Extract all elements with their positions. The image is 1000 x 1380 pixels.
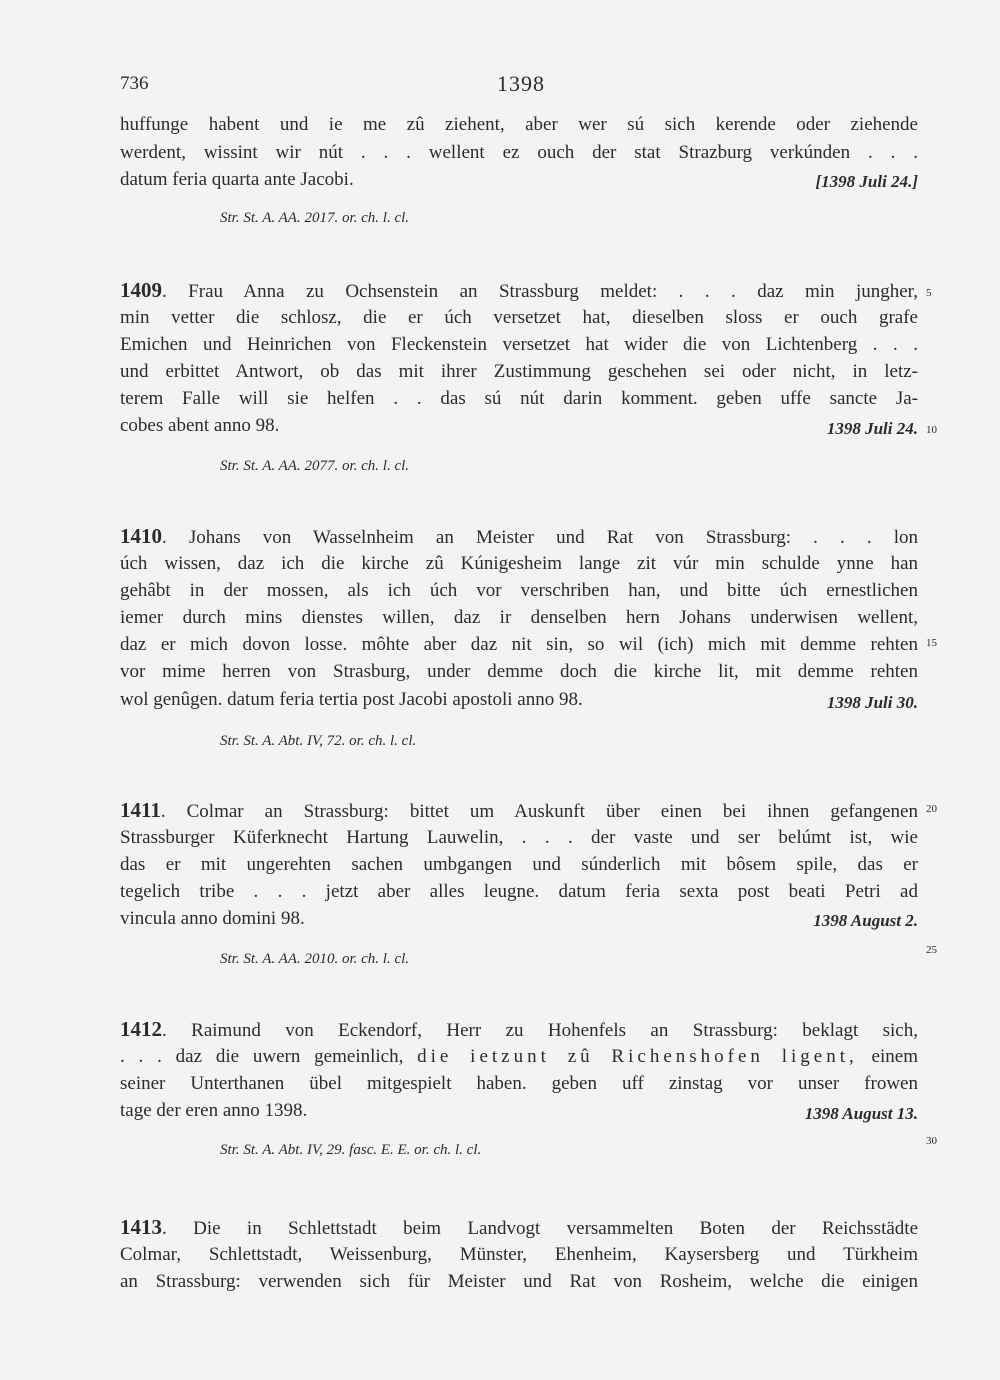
margin-line-number: 20 [926,803,937,815]
text-line: und erbittet Antwort, ob das mit ihrer Zustimmung geschehen sei oder nicht, in letz- [120,361,918,382]
text-line: daz er mich dovon losse. môhte aber daz nit sin, so wil (ich) mich mit demme rehten [120,634,918,655]
text-line: Colmar, Schlettstadt, Weissenburg, Münster, Ehenheim, Kaysersberg und Türkheim [120,1244,918,1265]
source-citation: Str. St. A. AA. 2017. or. ch. l. cl. [220,210,410,226]
text-line: cobes abent anno 98. [120,415,280,436]
text-line: seiner Unterthanen übel mitgespielt haben. geben uff zinstag vor unser frowen [120,1073,918,1094]
margin-line-number: 10 [926,424,937,436]
text-line: tage der eren anno 1398. [120,1100,308,1121]
source-citation: Str. St. A. AA. 2077. or. ch. l. cl. [220,458,410,474]
text-line: tegelich tribe . . . jetzt aber alles leugne. datum feria sexta post beati Petri ad [120,881,918,902]
entry-first-line: 1410. Johans von Wasselnheim an Meister und Rat von Strassburg: . . . lon [120,524,918,548]
text-line: úch wissen, daz ich die kirche zû Kúnigesheim lange zit vúr min schulde ynne han [120,553,918,574]
text-line: Emichen und Heinrichen von Fleckenstein versetzet hat wider die von Lichtenberg . . . [120,334,918,355]
margin-line-number: 25 [926,944,937,956]
entry-number: 1411 [120,798,161,822]
text-line: das er mit ungerehten sachen umbgangen und súnderlich mit bôsem spile, das er [120,854,918,875]
text-line: min vetter die schlosz, die er úch versetzet hat, dieselben sloss er ouch grafe [120,307,918,328]
text-line: vor mime herren von Strasburg, under demme doch die kirche lit, mit demme rehten [120,661,918,682]
page-number: 736 [120,73,149,94]
text-line: gehâbt in der mossen, als ich úch vor verschriben han, und bitte úch ernestlichen [120,580,918,601]
entry-date: 1398 August 13. [804,1104,918,1123]
text-line: terem Falle will sie helfen . . das sú nút darin komment. geben uffe sancte Ja- [120,388,918,409]
margin-line-number: 30 [926,1135,937,1147]
text-line: Strassburger Küferknecht Hartung Lauwelin, . . . der vaste und ser belúmt ist, wie [120,827,918,848]
entry-first-line: 1411. Colmar an Strassburg: bittet um Auskunft über einen bei ihnen gefangenen [120,798,918,822]
entry-number: 1413 [120,1215,162,1239]
spaced-emphasis: die ietzunt zû Richenshofen ligent, [417,1046,858,1067]
text-line: . . . daz die uwern gemeinlich, die ietzunt zû Richenshofen ligent, einem [120,1046,918,1067]
text-line: iemer durch mins dienstes willen, daz ir denselben hern Johans underwisen wellent, [120,607,918,628]
entry-first-line: 1413. Die in Schlettstadt beim Landvogt versammelten Boten der Reichsstädte [120,1215,918,1239]
source-citation: Str. St. A. Abt. IV, 29. fasc. E. E. or. ch. l. cl. [220,1142,482,1158]
entry-first-line: 1409. Frau Anna zu Ochsenstein an Strassburg meldet: . . . daz min jungher, [120,278,918,302]
entry-date: 1398 Juli 24. [826,419,918,438]
source-citation: Str. St. A. Abt. IV, 72. or. ch. l. cl. [220,733,417,749]
running-header-year: 1398 [497,71,545,96]
margin-line-number: 5 [926,287,932,299]
entry-first-line: 1412. Raimund von Eckendorf, Herr zu Hohenfels an Strassburg: beklagt sich, [120,1017,918,1041]
text-line: vincula anno domini 98. [120,908,305,929]
text-line: werdent, wissint wir nút . . . wellent ez ouch der stat Strazburg verkúnden . . . [120,142,918,163]
entry-number: 1412 [120,1017,162,1041]
entry-date: 1398 August 2. [813,911,918,930]
entry-number: 1410 [120,524,162,548]
entry-date: [1398 Juli 24.] [815,172,918,191]
text-line: wol genûgen. datum feria tertia post Jacobi apostoli anno 98. [120,689,583,710]
source-citation: Str. St. A. AA. 2010. or. ch. l. cl. [220,951,410,967]
text-line: an Strassburg: verwenden sich für Meister und Rat von Rosheim, welche die einigen [120,1271,918,1292]
margin-line-number: 15 [926,637,937,649]
text-line: huffunge habent und ie me zû ziehent, aber wer sú sich kerende oder ziehende [120,114,918,135]
entry-date: 1398 Juli 30. [826,693,918,712]
entry-number: 1409 [120,278,162,302]
text-line: datum feria quarta ante Jacobi. [120,169,354,190]
